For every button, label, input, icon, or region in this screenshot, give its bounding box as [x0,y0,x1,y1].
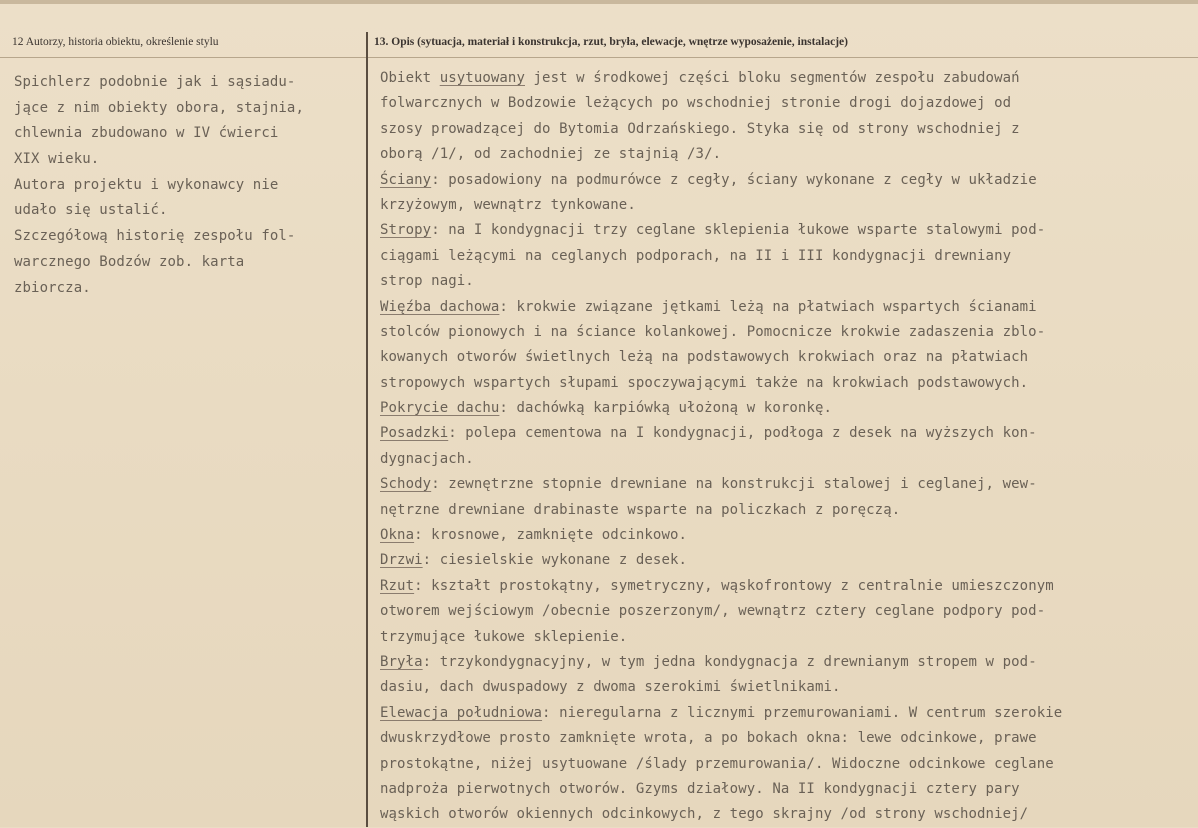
line-text: : na I kondygnacji trzy ceglane sklepienia łukowe wsparte stalowymi pod- [431,222,1046,239]
line-text: nadproża pierwotnych otworów. Gzyms działowy. Na II kondygnacji cztery pary [380,780,1020,797]
left-text-line: Autora projektu i wykonawcy nie [14,176,279,193]
line-text: : posadowiony na podmurówce z cegły, ściany wykonane z cegły w układzie [431,171,1037,188]
description-line [380,777,1192,802]
description-line [380,574,1192,599]
section-label: Schody [380,476,432,493]
description-line [380,218,1192,243]
header-rule [0,57,1198,58]
section-label: Okna [380,527,415,544]
line-text: nętrzne drewniane drabinaste wsparte na policzkach z poręczą. [380,501,901,518]
description-line [380,498,1192,523]
line-text: dygnacjach. [380,450,474,467]
section-label: Pokrycie dachu [380,400,500,417]
section-label: Bryła [380,653,423,670]
description-line [380,168,1192,193]
line-text: otworem wejściowym /obecnie poszerzonym/, wewnątrz cztery ceglane podpory pod- [380,603,1046,620]
section-label: Więźba dachowa [380,298,500,315]
underlined-word: usytuowany [439,70,525,86]
description-line [380,650,1192,675]
description-line [380,193,1192,218]
line-text: dwuskrzydłowe prosto zamknięte wrota, a po bokach okna: lewe odcinkowe, prawe [380,730,1037,747]
description-line [380,472,1192,497]
line-text: : krokwie związane jętkami leżą na płatwiach wspartych ścianami [499,298,1037,315]
left-text-line: warcznego Bodzów zob. karta [14,253,245,270]
line-text: trzymujące łukowe sklepienie. [380,628,628,645]
section-label: Rzut [380,577,415,594]
description-line [380,447,1192,472]
description-line [380,752,1192,777]
description-line [380,701,1192,726]
description-line [380,117,1192,142]
description-line [380,548,1192,573]
line-text: oborą /1/, od zachodniej ze stajnią /3/. [380,146,722,163]
description-line [380,142,1192,167]
description-line [380,625,1192,650]
line-text: : kształt prostokątny, symetryczny, wąskofrontowy z centralnie umieszczonym [414,577,1054,594]
description-line [380,802,1192,827]
line-text: dasiu, dach dwuspadowy z dwoma szerokimi świetlnikami. [380,679,841,696]
section-label: Drzwi [380,552,423,569]
description-line [380,66,1192,91]
line-text: kowanych otworów świetlnych leżą na podstawowych krokwiach oraz na płatwiach [380,349,1029,366]
line-text: wąskich otworów okiennych odcinkowych, z tego skrajny /od strony wschodniej/ [380,806,1029,823]
description-line [380,421,1192,446]
line-text: folwarcznych w Bodzowie leżących po wschodniej stronie drogi dojazdowej od [380,95,1012,112]
left-text-line: XIX wieku. [14,151,100,168]
line-text: prostokątne, niżej usytuowane /ślady przemurowania/. Widoczne odcinkowe ceglane [380,755,1054,772]
left-text-line: zbiorcza. [14,279,91,296]
line-text-rest: jest w środkowej części bloku segmentów zespołu zabudowań [525,70,1020,86]
left-text-line: jące z nim obiekty obora, stajnia, [14,99,304,116]
line-text: : polepa cementowa na I kondygnacji, podłoga z desek na wyższych kon- [448,425,1037,442]
line-text: : zewnętrzne stopnie drewniane na konstrukcji stalowej i ceglanej, wew- [431,476,1037,493]
description-line [380,371,1192,396]
description-line [380,396,1192,421]
section-label: Posadzki [380,425,449,442]
left-text-line: chlewnia zbudowano w IV ćwierci [14,125,279,142]
description-text [380,66,1192,828]
description-line [380,244,1192,269]
line-text: szosy prowadzącej do Bytomia Odrzańskiego. Styka się od strony wschodniej z [380,120,1020,137]
line-text: : dachówką karpiówką ułożoną w koronkę. [499,400,833,417]
column-divider [366,32,368,827]
right-column-header: 13. Opis (sytuacja, materiał i konstrukcja, rzut, bryła, elewacje, wnętrze wyposażenie, instalacje) [374,36,848,48]
line-text: ciągami leżącymi na ceglanych podporach, na II i III kondygnacji drewniany [380,247,1012,264]
line-text: : nieregularna z licznymi przemurowaniami. W centrum szerokie [542,704,1063,721]
line-text: stolców pionowych i na ściance kolankowej. Pomocnicze krokwie zadaszenia zblo- [380,323,1046,340]
top-rule [0,0,1198,4]
description-line [380,726,1192,751]
line-text: stropowych wspartych słupami spoczywającymi także na krokwiach podstawowych. [380,374,1029,391]
line-text: : krosnowe, zamknięte odcinkowo. [414,527,688,544]
line-text: : trzykondygnacyjny, w tym jedna kondygnacja z drewnianym stropem w pod- [422,653,1037,670]
left-text-line: Szczegółową historię zespołu fol- [14,228,296,245]
description-line [380,91,1192,116]
section-label: Elewacja południowa [380,704,543,721]
description-line [380,269,1192,294]
section-label: Stropy [380,222,432,239]
left-text-line: udało się ustalić. [14,202,168,219]
line-text: : ciesielskie wykonane z desek. [422,552,688,569]
description-line [380,675,1192,700]
line-text: krzyżowym, wewnątrz tynkowane. [380,196,636,213]
description-line [380,523,1192,548]
description-line [380,320,1192,345]
description-line [380,295,1192,320]
line-text: strop nagi. [380,273,474,290]
authors-history-text [14,70,362,301]
left-text-line: Spichlerz podobnie jak i sąsiadu- [14,74,296,90]
description-line [380,345,1192,370]
section-label: Ściany [380,171,432,188]
description-line [380,599,1192,624]
line-text: Obiekt [380,70,440,86]
left-column-header: 12 Autorzy, historia obiektu, określenie stylu [12,36,219,48]
